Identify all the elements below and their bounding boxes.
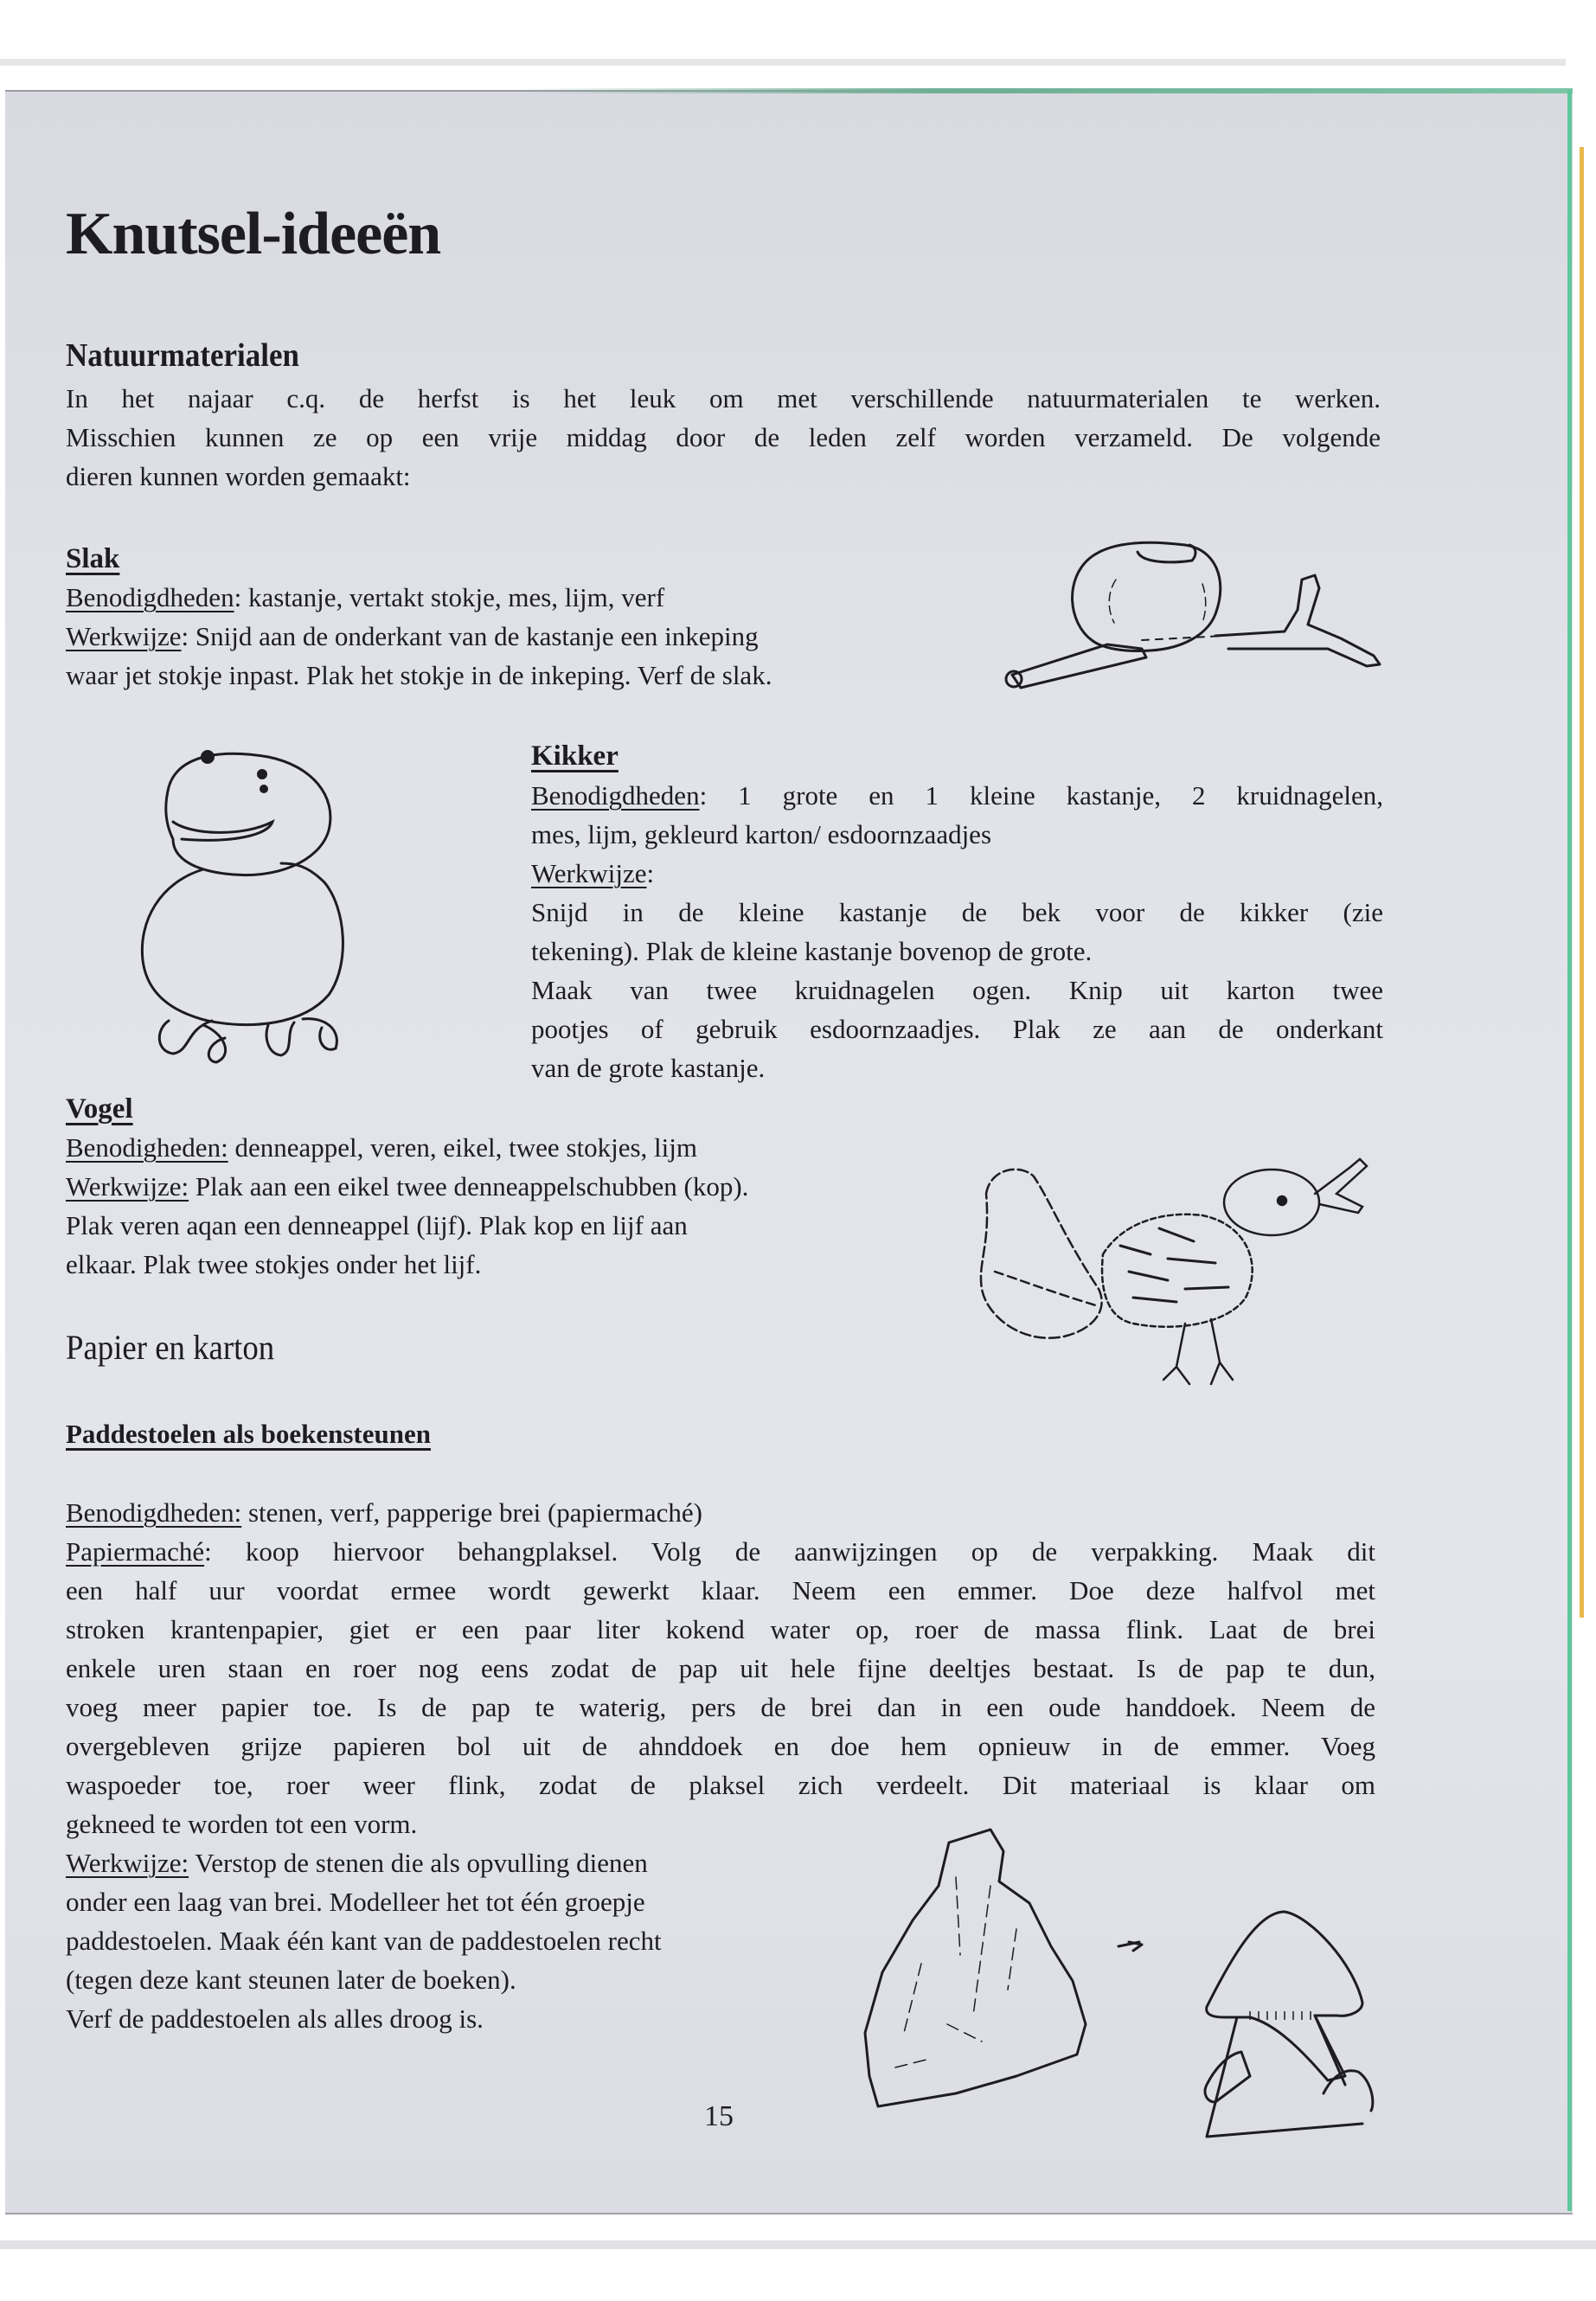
subheading-paddestoelen: Paddestoelen als boekensteunen [66,1419,431,1449]
papiermache-line: enkele uren staan en roer nog eens zodat de pap uit hele fijne deeltjes bestaat. Is de pap te dun, [66,1653,1375,1683]
page-title: Knutsel-ideeën [66,201,441,267]
kikker-materials-line: mes, lijm, gekleurd karton/ esdoornzaadjes [531,819,992,849]
slak-method [66,617,983,656]
materials-text: denneappel, veren, eikel, twee stokjes, lijm [228,1132,698,1163]
method-label: Werkwijze [66,621,182,651]
intro-line: dieren kunnen worden gemaakt: [66,461,411,491]
kikker-method-label-line [531,854,1383,893]
papiermache-label: Papiermaché [66,1536,205,1567]
paddestoel-method-line: Verf de paddestoelen als alles droog is. [66,2003,484,2034]
frog-drawing-icon [121,735,372,1073]
vogel-method-line: elkaar. Plak twee stokjes onder het lijf. [66,1249,482,1279]
subheading-vogel: Vogel [66,1093,133,1125]
method-label: Werkwijze: [66,1848,189,1878]
vogel-materials [66,1128,948,1167]
mushroom-bookend-illustration [843,1817,1380,2145]
papiermache-line: voeg meer papier toe. Is de pap te waterig, pers de brei dan in een oude handdoek. Neem de [66,1692,1375,1722]
kikker-paragraph [531,776,1383,1087]
papiermache-line: overgebleven grijze papieren bol uit de ahnddoek en doe hem opnieuw in de emmer. Voeg [66,1731,1375,1761]
kikker-method-line: Snijd in de kleine kastanje de bek voor de kikker (zie [531,897,1383,927]
slak-materials [66,578,983,617]
snail-illustration [995,528,1401,692]
papiermache-line: gekneed te worden tot een vorm. [66,1809,418,1839]
page-edge-top [519,88,1573,93]
papiermache-line [66,1532,1375,1571]
paddestoel-method-paragraph [66,1843,827,2038]
paddestoel-method-line: paddestoelen. Maak één kant van de paddestoelen recht [66,1926,662,1956]
page-number: 15 [704,2100,734,2132]
papiermache-line: waspoeder toe, roer weer flink, zodat de plaksel zich verdeelt. Dit materiaal is klaar om [66,1770,1375,1800]
kikker-method-line: van de grote kastanje. [531,1053,766,1083]
slak-method-line: waar jet stokje inpast. Plak het stokje in de inkeping. Verf de slak. [66,660,772,690]
materials-text: : 1 grote en 1 kleine kastanje, 2 kruidnagelen, [699,780,1383,811]
kikker-method-line: Maak van twee kruidnagelen ogen. Knip uit karton twee [531,975,1383,1005]
frog-illustration [121,735,372,1073]
materials-label: Benodigdheden [531,780,700,811]
slak-paragraph [66,578,983,695]
vogel-paragraph [66,1128,948,1284]
method-label: Werkwijze: [66,1171,189,1202]
papiermache-text: : koop hiervoor behangplaksel. Volg de aanwijzingen op de verpakking. Maak dit [204,1536,1375,1567]
papiermache-line: stroken krantenpapier, giet er een paar liter kokend water op, roer de massa flink. Laat de brei [66,1614,1375,1644]
kikker-method-line: pootjes of gebruik esdoornzaadjes. Plak ze aan de onderkant [531,1014,1383,1044]
intro-line: Misschien kunnen ze op een vrije middag door de leden zelf worden verzameld. De volgende [66,422,1381,452]
section-heading-natuurmaterialen: Natuurmaterialen [66,337,299,374]
materials-text: : kastanje, vertakt stokje, mes, lijm, verf [234,582,665,612]
scan-background-strip [0,59,1566,66]
kikker-method-line: tekening). Plak de kleine kastanje bovenop de grote. [531,936,1093,966]
page-edge-right-green [1567,90,1572,2211]
method-text: Plak aan een eikel twee denneappelschubben (kop). [189,1171,749,1202]
vogel-method [66,1167,948,1206]
intro-paragraph [66,379,1381,496]
section-heading-papier: Papier en karton [66,1328,275,1367]
materials-text: stenen, verf, papperige brei (papiermaché) [241,1497,702,1528]
papier-paragraph [66,1493,1375,1843]
materials-label: Benodigdheden: [66,1497,242,1528]
page-edge-right-orange [1580,147,1584,1618]
intro-line: In het najaar c.q. de herfst is het leuk om met verschillende natuurmaterialen te werken. [66,383,1381,413]
method-colon: : [646,858,655,888]
materials-label: Benodigdheden [66,582,234,612]
papiermache-line: een half uur voordat ermee wordt gewerkt klaar. Neem een emmer. Doe deze halfvol met [66,1575,1375,1606]
snail-drawing-icon [995,528,1401,692]
papier-materials [66,1493,1375,1532]
method-label: Werkwijze [531,858,647,888]
materials-label: Benodigheden: [66,1132,228,1163]
paddestoel-method [66,1843,827,1882]
scan-bottom-strip [0,2240,1596,2249]
kikker-materials [531,776,1383,815]
paddestoel-method-line: onder een laag van brei. Modelleer het tot één groepje [66,1887,645,1917]
method-text: : Snijd aan de onderkant van de kastanje een inkeping [181,621,759,651]
bird-drawing-icon [969,1142,1384,1393]
vogel-method-line: Plak veren aqan een denneappel (lijf). Plak kop en lijf aan [66,1210,688,1240]
subheading-slak: Slak [66,543,120,574]
method-text: Verstop de stenen die als opvulling dienen [189,1848,648,1878]
paddestoel-method-line: (tegen deze kant steunen later de boeken). [66,1965,516,1995]
bird-illustration [969,1142,1384,1393]
subheading-kikker: Kikker [531,740,619,772]
mushroom-drawing-icon [843,1817,1380,2145]
